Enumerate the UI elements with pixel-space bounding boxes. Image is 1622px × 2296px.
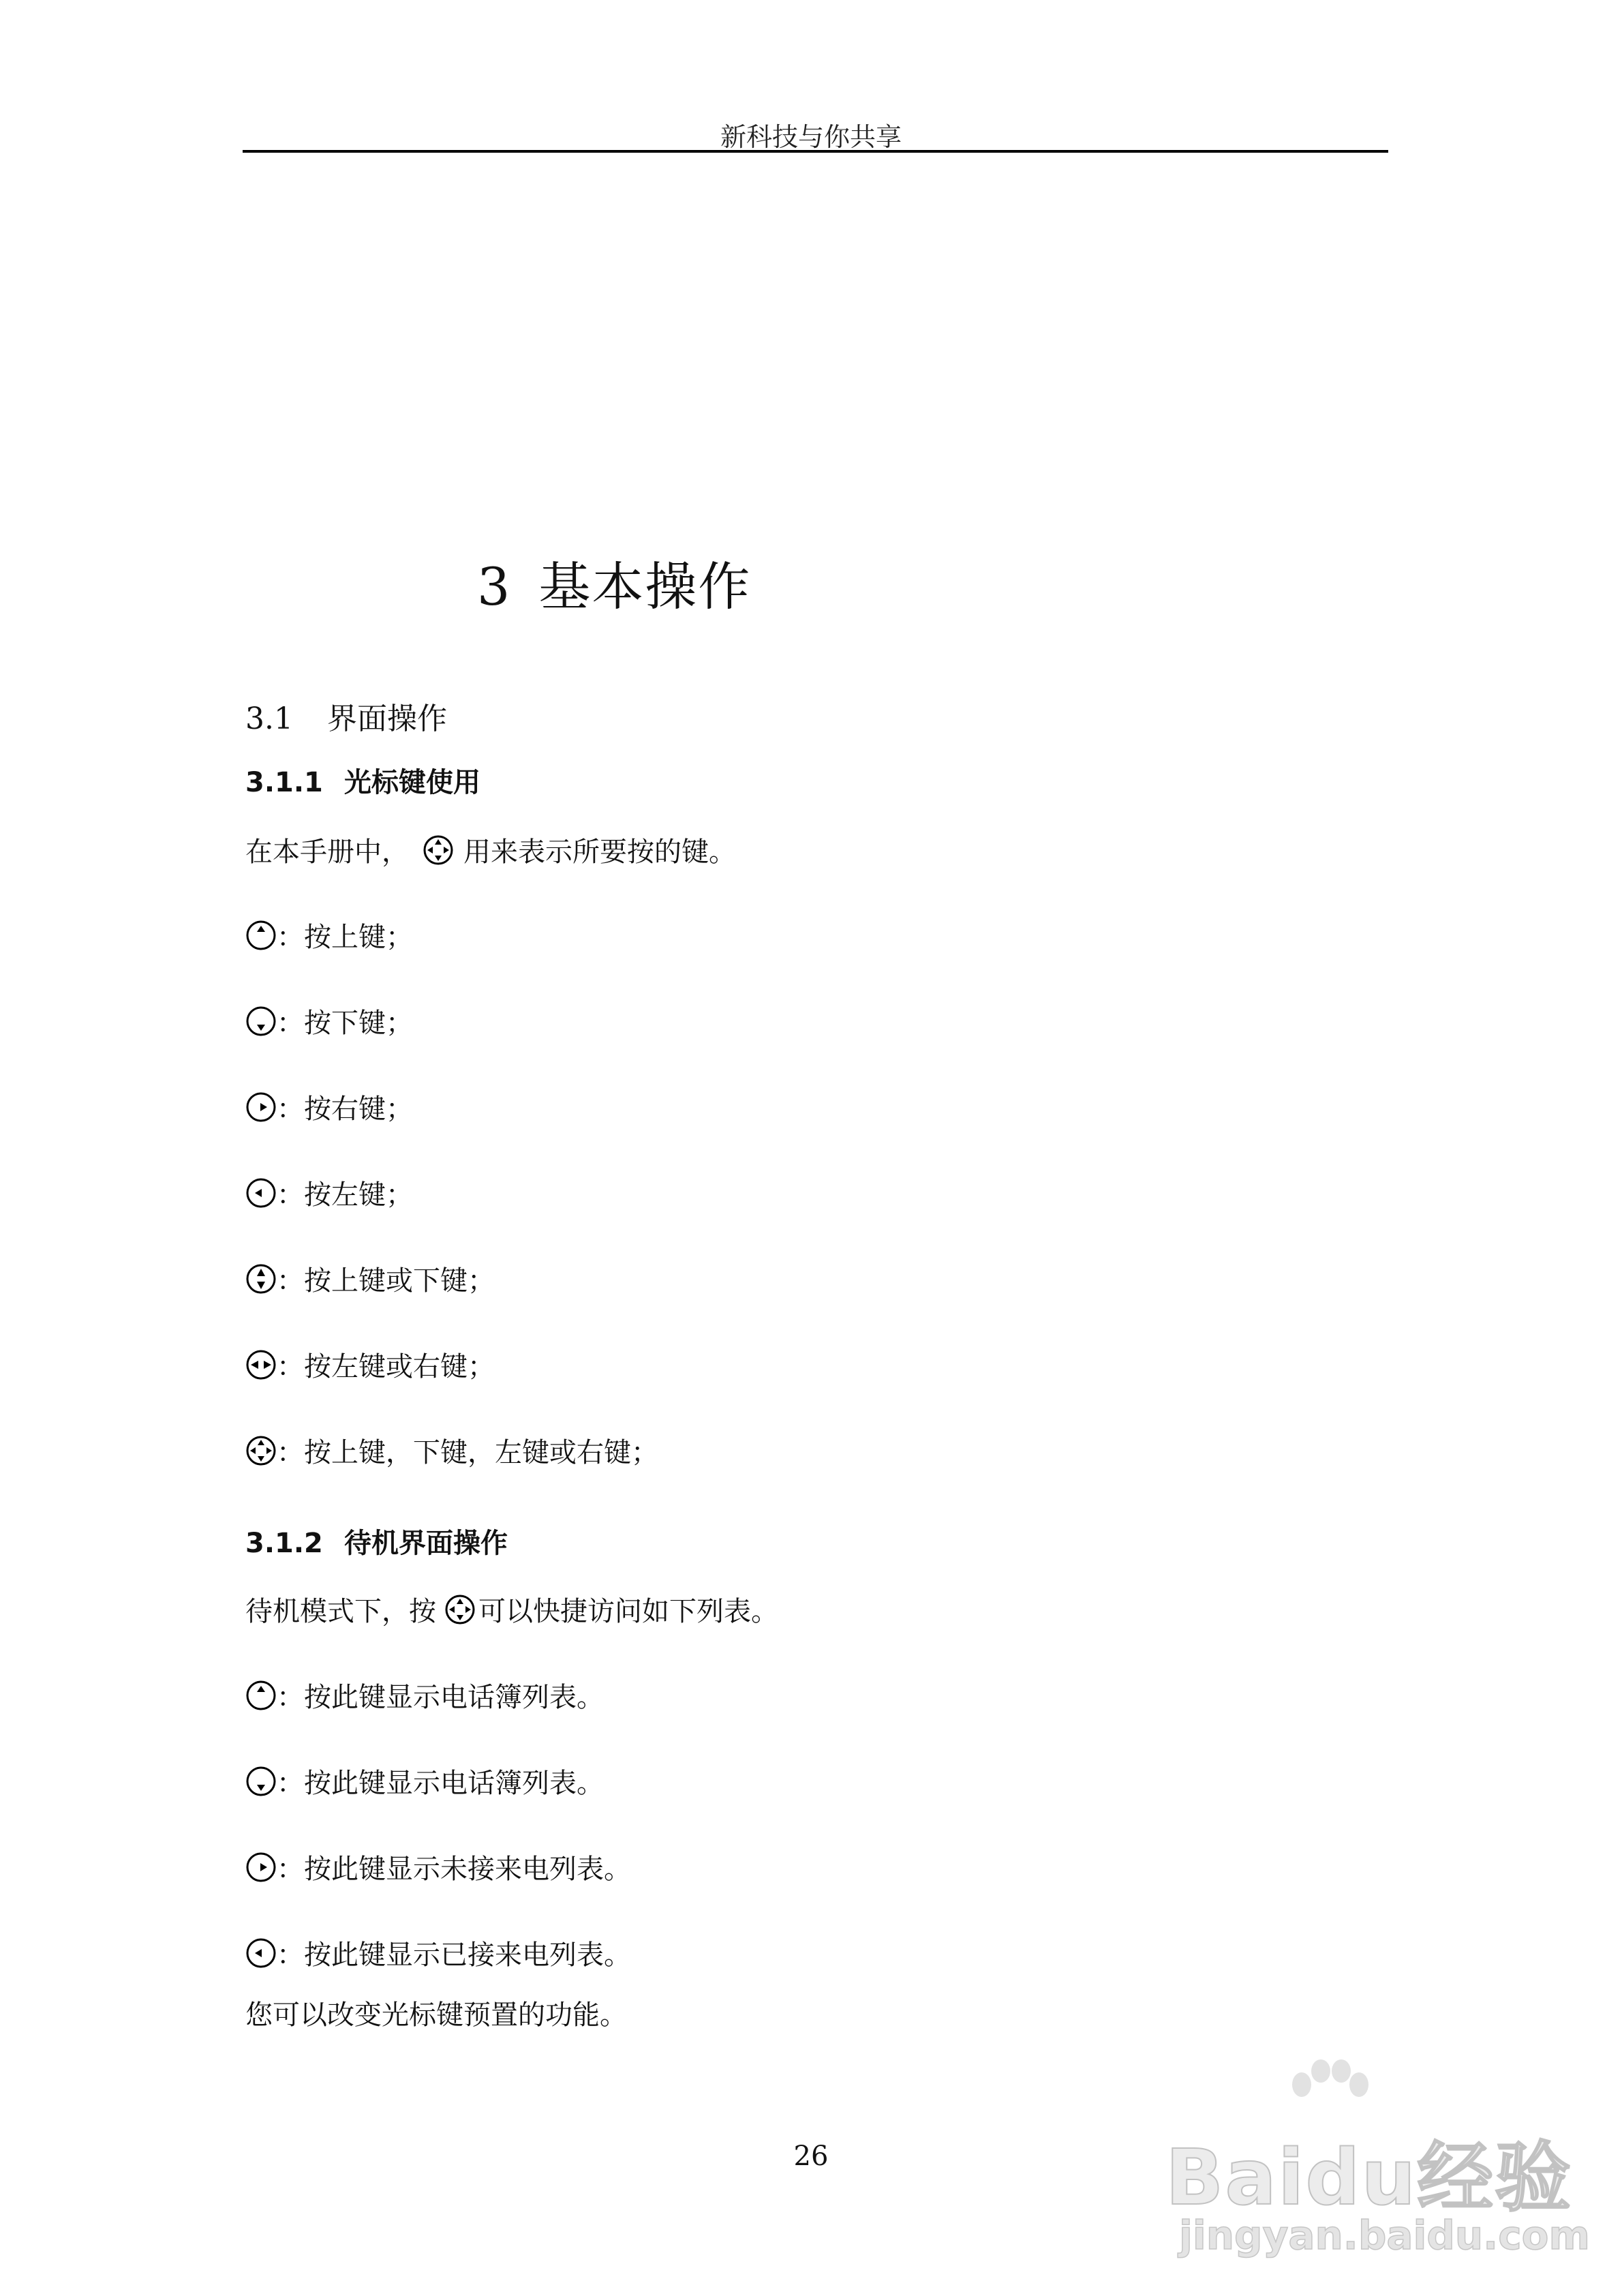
subsection-title: 光标键使用 <box>344 767 480 798</box>
list-item <box>245 1345 495 1384</box>
chapter-number: 3 <box>477 556 512 617</box>
nav-left-icon <box>245 1937 277 1969</box>
list-item-text: ：按右键； <box>277 1093 413 1125</box>
intro-text-after: 用来表示所要按的键。 <box>463 836 736 868</box>
section-title: 界面操作 <box>327 701 447 736</box>
nav-left-icon <box>245 1177 277 1209</box>
list-item-text: ：按下键； <box>277 1008 413 1039</box>
subsection-number: 3.1.1 <box>245 767 323 798</box>
list-item-text: ：按此键显示电话簿列表。 <box>277 1768 604 1799</box>
nav-down-icon <box>245 1006 277 1037</box>
list-item <box>245 1431 658 1470</box>
list-item <box>245 1173 413 1212</box>
list-item <box>245 1001 413 1040</box>
watermark-site: jingyan.baidu.com <box>1179 2212 1590 2259</box>
header-divider <box>243 150 1388 153</box>
list-item <box>245 1933 631 1972</box>
intro-text-before: 在本手册中， <box>245 836 409 868</box>
list-item <box>245 1676 604 1715</box>
cursor-keys-intro <box>245 830 736 869</box>
intro-text-before: 待机模式下，按 <box>245 1596 436 1627</box>
list-item-text: ：按左键； <box>277 1179 413 1211</box>
list-item-text: ：按此键显示电话簿列表。 <box>277 1682 604 1713</box>
list-item-text: ：按上键或下键； <box>277 1265 495 1297</box>
nav-right-icon <box>245 1852 277 1883</box>
list-item-text: ：按上键，下键，左键或右键； <box>277 1437 658 1468</box>
nav-all-icon <box>444 1594 476 1625</box>
nav-up-icon <box>245 1680 277 1711</box>
nav-down-icon <box>245 1766 277 1797</box>
page-header-title: 新科技与你共享 <box>720 122 902 152</box>
list-item <box>245 1259 495 1298</box>
preset-note <box>245 1993 627 2032</box>
nav-right-icon <box>245 1091 277 1123</box>
nav-up-icon <box>245 920 277 951</box>
note-text: 您可以改变光标键预置的功能。 <box>245 1999 627 2031</box>
list-item <box>245 1762 604 1800</box>
page-number: 26 <box>793 2141 829 2172</box>
list-item <box>245 916 413 954</box>
baidu-watermark <box>1159 2059 1595 2263</box>
subsection-title: 待机界面操作 <box>344 1528 508 1559</box>
list-item <box>245 1087 413 1126</box>
chapter-name: 基本操作 <box>538 556 752 617</box>
list-item-text: ：按左键或右键； <box>277 1351 495 1383</box>
nav-left-right-icon <box>245 1349 277 1380</box>
list-item-text: ：按此键显示已接来电列表。 <box>277 1939 631 1971</box>
list-item-text: ：按此键显示未接来电列表。 <box>277 1854 631 1885</box>
section-number: 3.1 <box>245 701 293 736</box>
subsection-number: 3.1.2 <box>245 1528 323 1559</box>
nav-all-icon <box>245 1435 277 1466</box>
nav-all-icon <box>423 834 454 866</box>
subsection-heading-standby <box>245 1522 508 1560</box>
intro-text-after: 可以快捷访问如下列表。 <box>478 1596 778 1627</box>
list-item <box>245 1847 631 1886</box>
list-item-text: ：按上键； <box>277 922 413 953</box>
section-heading <box>245 694 447 738</box>
watermark-brand: Baidu经验 <box>1165 2134 1573 2222</box>
chapter-title <box>477 545 751 620</box>
nav-up-down-icon <box>245 1263 277 1295</box>
subsection-heading-cursor-keys <box>245 761 480 800</box>
standby-intro <box>245 1590 778 1629</box>
